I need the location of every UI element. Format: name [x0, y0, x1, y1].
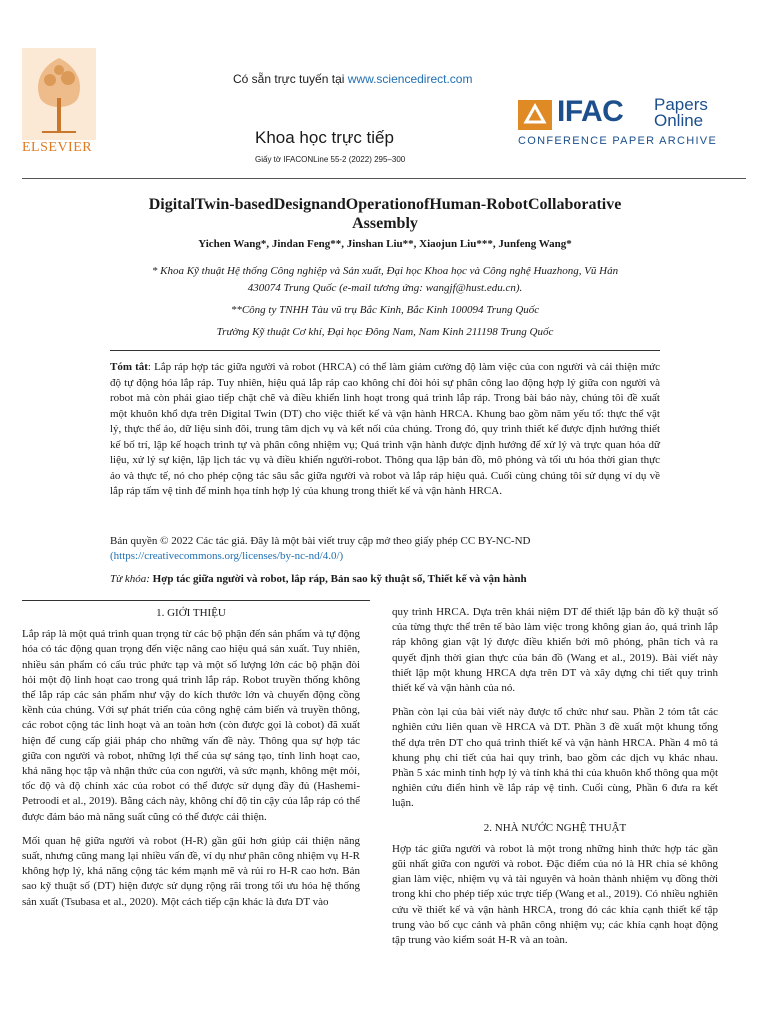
journal-citation: Giấy tờ IFACONLine 55-2 (2022) 295–300 — [255, 155, 406, 164]
ifac-wordmark: IFAC — [557, 95, 624, 128]
state-of-art-paragraph-1: Hợp tác giữa người và robot là một trong những hình thức hợp tác gần gũi nhất giữa con người và robot. Đặc điểm của nó là HR chia sẻ không gian làm việc, nhiệm vụ và tài nguyên và hoàn thành nhiệm vụ đồng thời trong khi cho phép tiếp xúc trực tiếp (Wang et al., 2019). Có nhiều nghiên cứu về thiết kế và vận hành HRCA, trong đó các khía cạnh thiết kế tập trung vào bố cục cảnh và phân công nhiệm vụ; các khía cạnh hoạt động tập trung vào kiểm soát H-R và an toàn. — [392, 842, 718, 947]
affiliation-1: * Khoa Kỹ thuật Hệ thống Công nghiệp và Sản xuất, Đại học Khoa học và Công nghệ Huazhong, Vũ Hán — [151, 265, 619, 277]
ifac-emblem-icon — [518, 100, 552, 130]
copyright-line: Bản quyền © 2022 Các tác giả. Đây là một bài viết truy cập mở theo giấy phép CC BY-NC-ND — [110, 535, 531, 547]
ifac-archive-label: CONFERENCE PAPER ARCHIVE — [518, 135, 718, 147]
license-link[interactable]: (https://creativecommons.org/licenses/by-nc-nd/4.0/) — [110, 550, 344, 562]
author-list: Yichen Wang*, Jindan Feng**, Jinshan Liu**, Xiaojun Liu***, Junfeng Wang* — [198, 238, 572, 250]
keywords-label: Từ khóa — [110, 573, 147, 585]
abstract-text: : Lắp ráp hợp tác giữa người và robot (HRCA) có thể làm giảm cường độ làm việc của con người và cải thiện mức độ tự động hóa lắp ráp. Tuy nhiên, hiệu quả lắp ráp cao không chỉ đòi hỏi sự phân công lao động hợp lý giữa con người và robot mà còn phải giao tiếp chặt chẽ và điều khiển linh hoạt trong quá trình lắp ráp. Trong bài báo này, chúng tôi đề xuất một khuôn khổ dựa trên Digital Twin (DT) cho việc thiết kế và vận hành HRCA. Khung bao gồm năm yếu tố: thực thể vật lý, thực thể ảo, dữ liệu sinh đôi, trung tâm dịch vụ và kết nối của chúng. Trong đó, quy trình thiết kế được định hướng thiết kế bố trí, lập kế hoạch trình tự và phân công nhiệm vụ; Quá trình vận hành được định hướng để xử lý và trực quan hóa dữ liệu, xử lý sự kiện, lập lịch tác vụ và điều khiển người-robot. Thông qua lập bản đồ, mô phỏng và tối ưu hóa thời gian thực ảo và thực tế, nó cho phép cộng tác sâu sắc giữa người và robot và lắp ráp hiệu quả. Cuối cùng chúng tôi sử dụng ví dụ về lắp ráp tấm vệ tinh để minh họa tính hợp lý của khung trong thiết kế và vận hành HRCA. — [110, 361, 660, 497]
section-1-heading: 1. GIỚI THIỆU — [156, 607, 226, 619]
intro-paragraph-3: quy trình HRCA. Dựa trên khái niệm DT để thiết lập bản đồ kỹ thuật số của từng thực thể trên tế bào làm việc trong không gian ảo, quá trình lắp ráp không gian vật lý được điều khiển bởi mô phỏng, phân tích và ra quyết định thời gian thực của bản đồ (Wang et al., 2019). Bài viết này thiết lập một khung HRCA dựa trên DT và xây dựng chi tiết quy trình thiết kế và vận hành của nó. — [392, 606, 718, 695]
keywords-text: Hợp tác giữa người và robot, lắp ráp, Bản sao kỹ thuật số, Thiết kế và vận hành — [152, 573, 527, 585]
header-divider — [22, 178, 746, 179]
keywords: Từ khóa: Hợp tác giữa người và robot, lắp ráp, Bản sao kỹ thuật số, Thiết kế và vận hành — [110, 573, 527, 585]
abstract-label: Tóm tắt — [110, 361, 148, 373]
affiliation-2: **Công ty TNHH Tàu vũ trụ Bắc Kinh, Bắc Kinh 100094 Trung Quốc — [230, 304, 540, 316]
left-column — [22, 606, 360, 919]
availability-prefix: Có sẵn trực tuyến tại — [233, 72, 345, 86]
ifac-papers-online — [654, 97, 708, 129]
right-column — [392, 605, 718, 957]
intro-paragraph-4: Phần còn lại của bài viết này được tổ chức như sau. Phần 2 tóm tắt các nghiên cứu liên quan về HRCA và DT. Phần 3 đề xuất một khung tổng thể dựa trên DT cho quá trình thiết kế và vận hành HRCA. Phần 4 mô tả khung phụ chi tiết của hai quy trình, bao gồm các dịch vụ khác nhau. Phần 5 xác minh tính hợp lý và tính khả thi của khuôn khổ thông qua một nghiên cứu điển hình về lắp ráp vệ tinh. Cuối cùng, Phần 6 đưa ra kết luận. — [392, 706, 718, 810]
publisher-name: ELSEVIER — [22, 140, 93, 155]
abstract — [110, 360, 660, 500]
ifac-papers-word: Papers — [654, 95, 708, 114]
availability-line — [233, 72, 472, 86]
affiliation-3: Trường Kỹ thuật Cơ khí, Đại học Đông Nam, Nam Kinh 211198 Trung Quốc — [216, 326, 554, 338]
paper-title — [60, 195, 710, 233]
affiliation-1b: 430074 Trung Quốc (e-mail tương ứng: wangjf@hust.edu.cn). — [247, 282, 523, 294]
paper-title-line1: DigitalTwin-basedDesignandOperationofHuman-RobotCollaborative — [148, 196, 622, 213]
copyright-notice — [110, 534, 660, 564]
intro-paragraph-1: Lắp ráp là một quá trình quan trọng từ các bộ phận đến sản phẩm và tự động hóa có tác động quan trọng đến việc nâng cao hiệu quả sản xuất. Tuy nhiên, nhiều sản phẩm có cấu trúc phức tạp và một số lượng lớn các bộ phận đòi hỏi một độ linh hoạt cao trong quá trình lắp ráp. Robot truyền thống không thể lắp ráp các sản phẩm như vậy do kích thước lớn và chuyển động cồng kềnh của chúng. Với sự phát triển của công nghệ cảm biến và truyền thông, các robot cộng tác linh hoạt và an toàn hơn (còn được gọi là cobot) đã xuất hiện để cung cấp giải pháp cho những vấn đề này. Thông qua sự hợp tác giữa con người và robot, những lợi thế của sự sáng tạo, tính linh hoạt cao, khả năng học tập và nhận thức của con người, và sức mạnh, không mệt mỏi, tốc độ và độ chính xác của robot có thể được sử dụng đầy đủ (Hashemi-Petroodi et al., 2019). Bằng cách này, không chỉ độ tin cậy của lắp ráp có thể được đảm bảo mà năng suất cũng có thể được cải thiện. — [22, 628, 360, 823]
paper-title-line2: Assembly — [352, 215, 418, 232]
abstract-top-rule — [110, 350, 660, 351]
sciencedirect-link[interactable]: www.sciencedirect.com — [347, 72, 473, 86]
body-top-rule — [22, 600, 370, 601]
section-2-heading: 2. NHÀ NƯỚC NGHỆ THUẬT — [483, 821, 627, 834]
ifac-online-word: Online — [654, 111, 704, 130]
journal-title: Khoa học trực tiếp — [255, 128, 394, 147]
intro-paragraph-2: Mối quan hệ giữa người và robot (H-R) gần gũi hơn giúp cải thiện năng suất, nhưng cũng mang lại nhiều vấn đề, ví dụ như phân công nhiệm vụ H-R không hợp lý, khả năng cộng tác kém mạnh mẽ và rủi ro H-R cao hơn. Bản sao kỹ thuật số (DT) hiện được sử dụng rộng rãi trong tối ưu hóa hệ thống sản xuất (Tsubasa et al., 2020). Một cách tiếp cận khác là đưa DT vào — [22, 834, 360, 908]
